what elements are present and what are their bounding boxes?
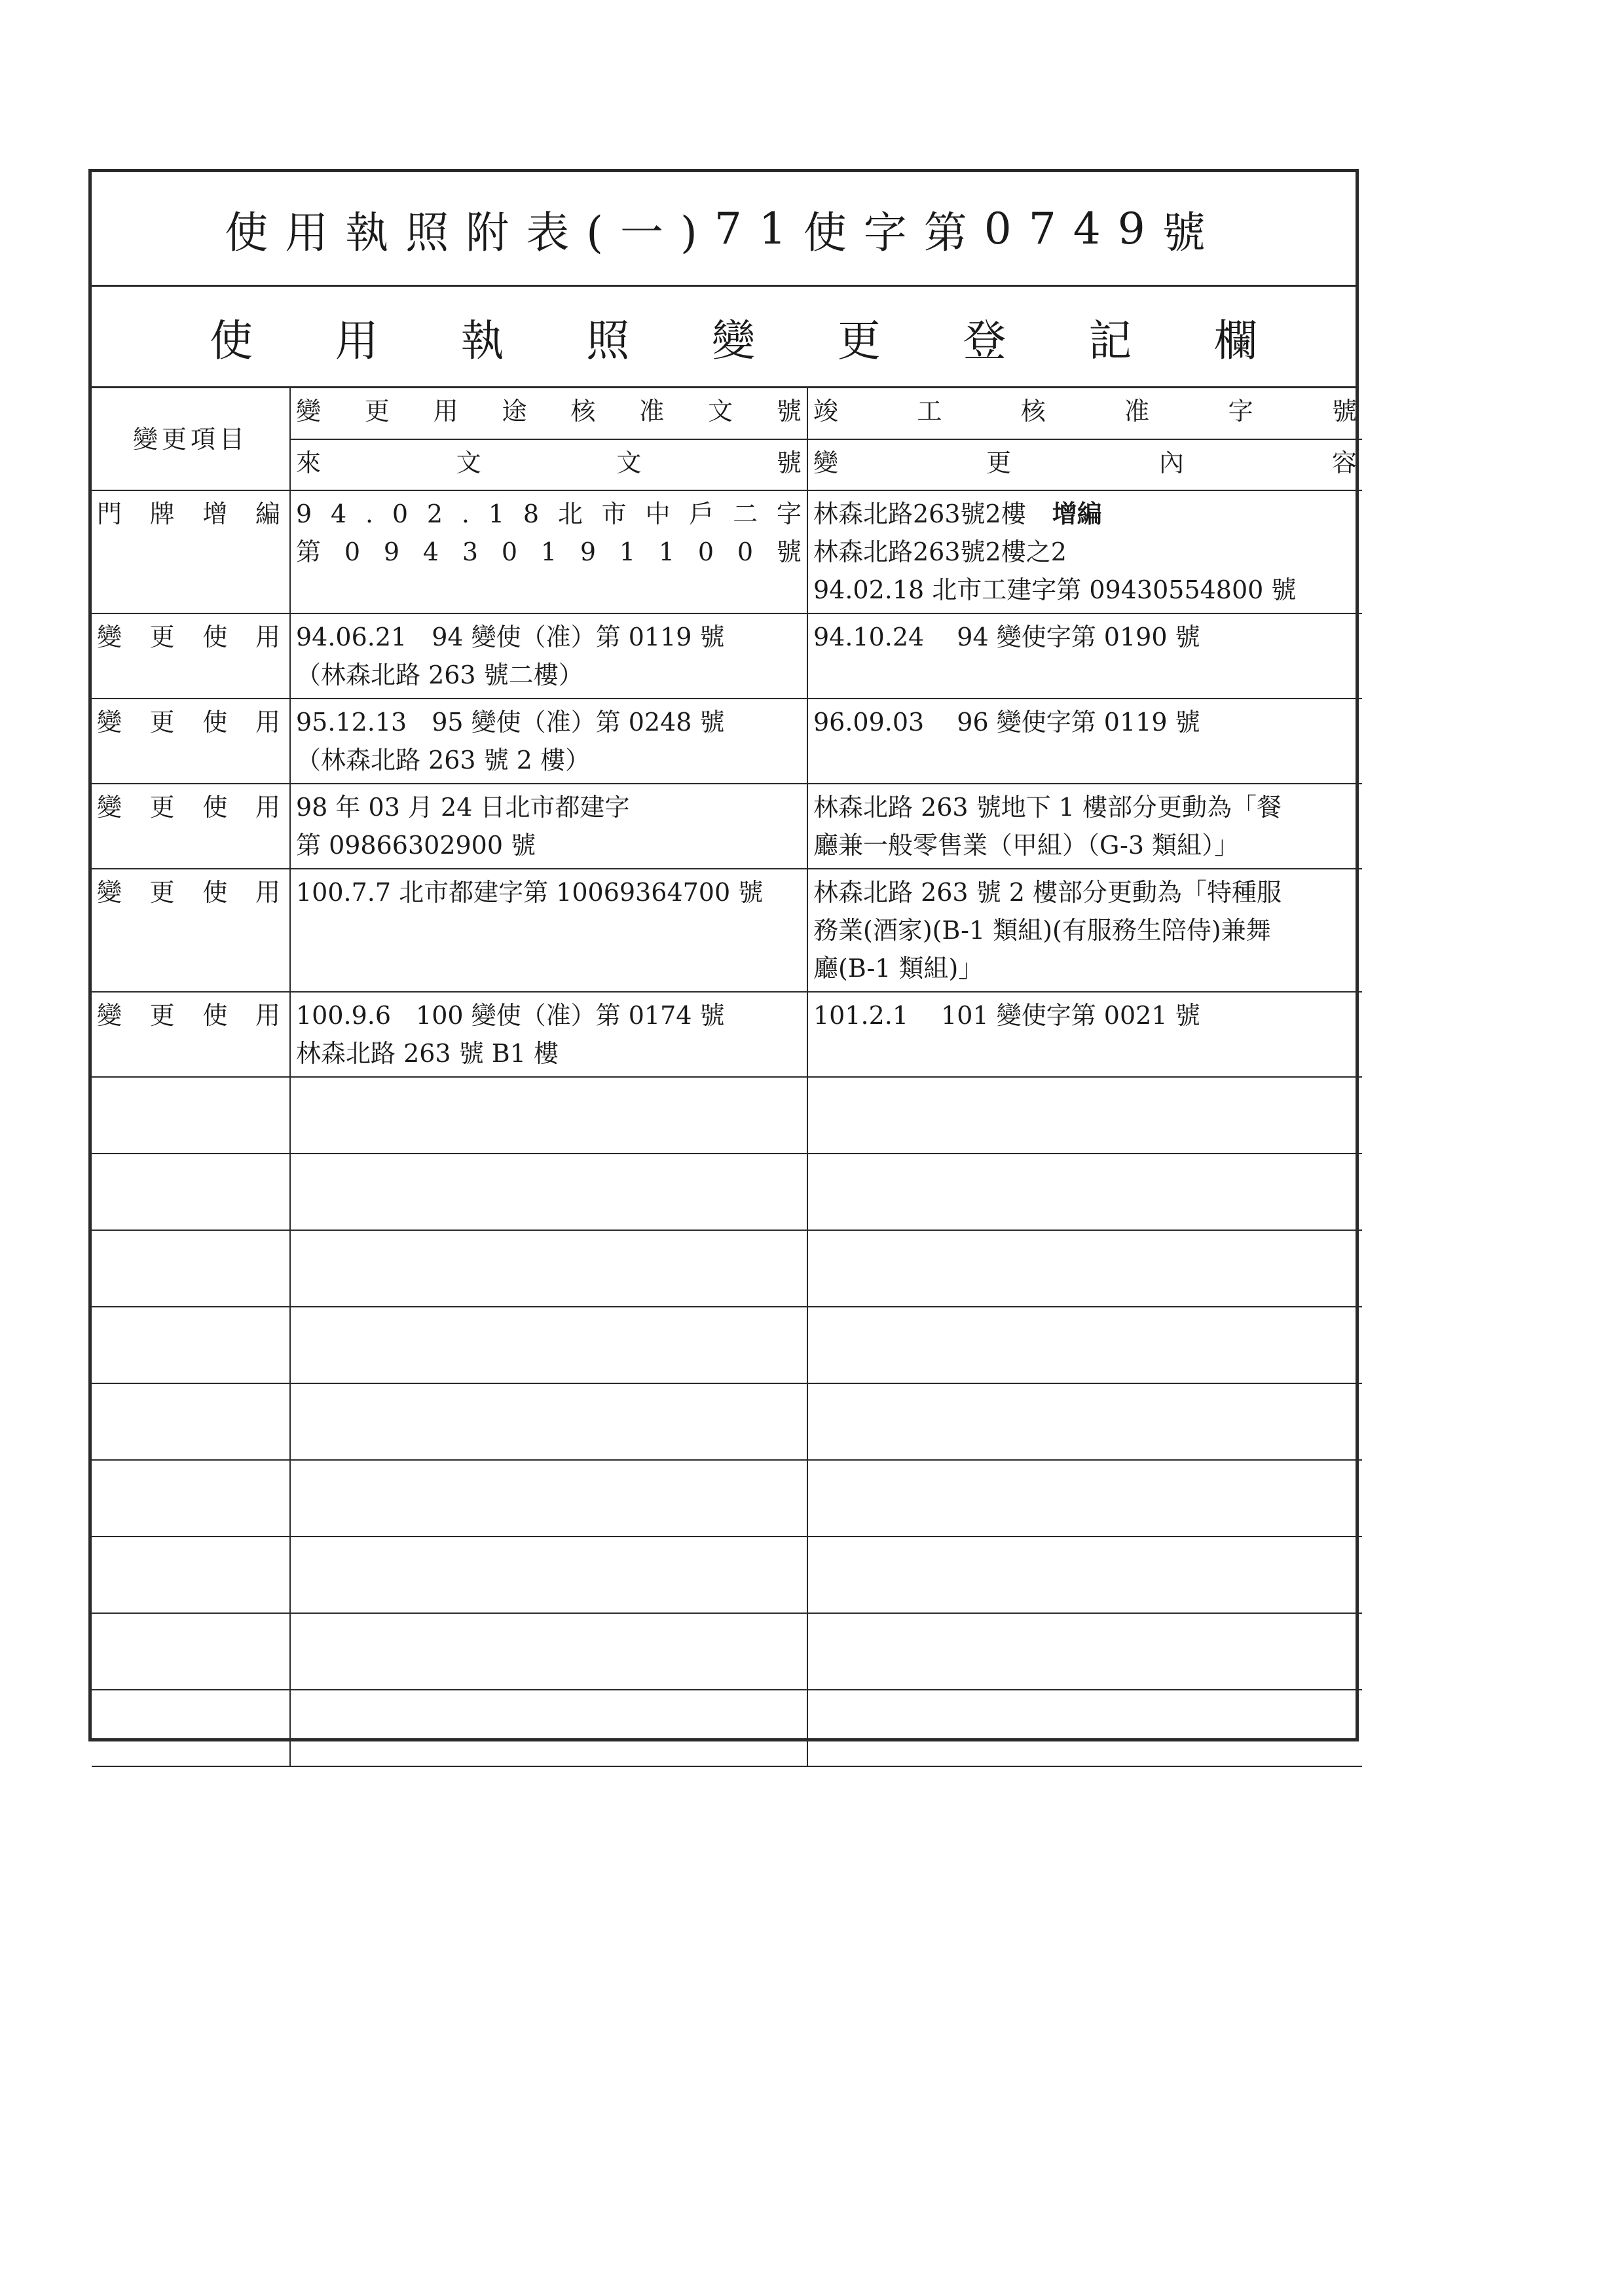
header-char: 號 xyxy=(776,448,802,477)
change-line: 96.09.03 96 變使字第 0119 號 xyxy=(813,708,1200,737)
doc-char: 中 xyxy=(645,500,671,528)
item-char: 牌 xyxy=(149,500,175,528)
title-char: 照 xyxy=(405,207,466,258)
subtitle-char: 用 xyxy=(335,315,378,366)
doc-char: 北 xyxy=(557,500,583,528)
table-row xyxy=(92,490,1362,613)
table-row xyxy=(92,992,1362,1077)
doc-char: 1 xyxy=(488,500,504,528)
empty-cell xyxy=(92,1307,290,1383)
empty-cell xyxy=(807,1383,1362,1460)
change-item-cell xyxy=(92,613,290,699)
doc-char: 8 xyxy=(523,500,539,528)
empty-cell xyxy=(92,1230,290,1307)
empty-cell xyxy=(290,1383,807,1460)
change-item-label xyxy=(97,703,284,741)
doc-line: 95.12.13 95 變使（准）第 0248 號 xyxy=(296,708,725,737)
change-item-label xyxy=(97,495,284,533)
item-char: 更 xyxy=(149,878,175,907)
doc-char: 4 xyxy=(422,538,439,566)
empty-cell xyxy=(290,1613,807,1690)
empty-row xyxy=(92,1537,1362,1613)
header-char: 更 xyxy=(986,448,1011,477)
empty-cell xyxy=(290,1077,807,1154)
change-item-cell xyxy=(92,490,290,613)
header-incoming-doc-no xyxy=(290,439,807,490)
empty-cell xyxy=(290,1537,807,1613)
change-item-cell xyxy=(92,699,290,784)
subtitle-char: 照 xyxy=(586,315,630,366)
title-char: 附 xyxy=(466,207,526,258)
doc-line: 94.06.21 94 變使（准）第 0119 號 xyxy=(296,623,725,651)
subtitle-char: 記 xyxy=(1088,315,1132,366)
item-char: 用 xyxy=(255,878,280,907)
title-char: 0749 xyxy=(984,203,1162,254)
change-content-cell xyxy=(807,992,1362,1077)
doc-char: 9 xyxy=(296,500,312,528)
item-char: 使 xyxy=(202,1001,228,1030)
change-item-cell xyxy=(92,869,290,992)
doc-char: 號 xyxy=(776,538,802,566)
doc-char: 9 xyxy=(580,538,597,566)
doc-char: 市 xyxy=(601,500,627,528)
doc-line: 林森北路 263 號 B1 樓 xyxy=(296,1039,559,1068)
item-char: 變 xyxy=(97,1001,122,1030)
doc-char: 1 xyxy=(658,538,675,566)
header-char: 號 xyxy=(1331,397,1357,426)
empty-cell xyxy=(807,1537,1362,1613)
table-row xyxy=(92,784,1362,869)
change-address: 林森北路263號2樓 xyxy=(813,500,1026,528)
header-change-content xyxy=(807,439,1362,490)
title-char: 71 xyxy=(714,203,803,254)
doc-number-cell xyxy=(290,784,807,869)
header-char: 核 xyxy=(1020,397,1046,426)
doc-line: 98 年 03 月 24 日北市都建字 xyxy=(296,793,630,822)
doc-char: 0 xyxy=(697,538,714,566)
doc-char: . xyxy=(365,500,374,528)
change-line: 廳兼一般零售業（甲組）（G-3 類組）」 xyxy=(813,831,1240,860)
doc-line: （林森北路 263 號 2 樓） xyxy=(296,746,591,774)
header-char: 准 xyxy=(1124,397,1150,426)
subtitle-char: 變 xyxy=(712,315,755,366)
change-register-table xyxy=(92,388,1362,1767)
change-note-bold: 增編 xyxy=(1052,499,1102,528)
doc-char: 字 xyxy=(776,500,802,528)
empty-cell xyxy=(807,1613,1362,1690)
change-content-cell xyxy=(807,699,1362,784)
subtitle-char: 欄 xyxy=(1214,315,1257,366)
empty-row xyxy=(92,1307,1362,1383)
item-char: 使 xyxy=(202,793,228,822)
empty-row xyxy=(92,1230,1362,1307)
empty-cell xyxy=(290,1154,807,1230)
item-char: 變 xyxy=(97,793,122,822)
title-char: 使 xyxy=(225,207,286,258)
doc-char: 3 xyxy=(462,538,479,566)
change-item-label xyxy=(97,996,284,1034)
change-content-cell xyxy=(807,869,1362,992)
empty-cell xyxy=(92,1537,290,1613)
item-char: 變 xyxy=(97,708,122,737)
item-char: 更 xyxy=(149,623,175,651)
doc-line: 100.9.6 100 變使（准）第 0174 號 xyxy=(296,1001,725,1030)
empty-cell xyxy=(807,1230,1362,1307)
form-subtitle xyxy=(92,287,1356,388)
header-item: 變更項目 xyxy=(92,388,290,490)
change-content-cell xyxy=(807,784,1362,869)
header-char: 文 xyxy=(708,397,733,426)
item-char: 用 xyxy=(255,793,280,822)
change-item-cell xyxy=(92,992,290,1077)
empty-cell xyxy=(807,1077,1362,1154)
empty-cell xyxy=(290,1307,807,1383)
change-line: 務業(酒家)(B-1 類組)(有服務生陪侍)兼舞 xyxy=(813,916,1271,945)
title-char: 表 xyxy=(526,207,587,258)
doc-char: 0 xyxy=(392,500,409,528)
header-char: 變 xyxy=(296,397,322,426)
empty-row xyxy=(92,1460,1362,1537)
item-char: 用 xyxy=(255,708,280,737)
doc-char: 二 xyxy=(733,500,758,528)
title-char: 執 xyxy=(345,207,406,258)
doc-char: 1 xyxy=(540,538,557,566)
header-char: 用 xyxy=(433,397,458,426)
change-line: 94.10.24 94 變使字第 0190 號 xyxy=(813,623,1200,651)
empty-row xyxy=(92,1383,1362,1460)
header-completion-no xyxy=(807,388,1362,439)
doc-line xyxy=(296,533,802,571)
change-item-label xyxy=(97,618,284,656)
header-char: 號 xyxy=(776,397,802,426)
item-char: 更 xyxy=(149,1001,175,1030)
table-row xyxy=(92,699,1362,784)
header-char: 工 xyxy=(917,397,942,426)
doc-number-cell xyxy=(290,992,807,1077)
empty-cell xyxy=(92,1460,290,1537)
title-char: (一) xyxy=(586,207,714,258)
header-approval-doc-no xyxy=(290,388,807,439)
doc-char: 1 xyxy=(619,538,636,566)
change-line: 林森北路 263 號地下 1 樓部分更動為「餐 xyxy=(813,793,1282,822)
title-char: 號 xyxy=(1162,207,1223,258)
doc-line: （林森北路 263 號二樓） xyxy=(296,661,583,689)
item-char: 使 xyxy=(202,708,228,737)
item-char: 變 xyxy=(97,878,122,907)
doc-char: 4 xyxy=(331,500,347,528)
header-char: 容 xyxy=(1331,448,1357,477)
header-char: 變 xyxy=(813,448,839,477)
subtitle-char: 更 xyxy=(837,315,881,366)
empty-cell xyxy=(92,1077,290,1154)
doc-char: . xyxy=(461,500,470,528)
empty-cell xyxy=(807,1690,1362,1766)
title-char: 使字第 xyxy=(803,207,984,258)
subtitle-char: 使 xyxy=(210,315,253,366)
empty-cell xyxy=(92,1154,290,1230)
empty-row xyxy=(92,1154,1362,1230)
change-line: 廳(B-1 類組)」 xyxy=(813,954,984,983)
subtitle-char: 登 xyxy=(963,315,1006,366)
header-char: 竣 xyxy=(813,397,839,426)
doc-char: 戶 xyxy=(689,500,714,528)
change-line: 林森北路 263 號 2 樓部分更動為「特種服 xyxy=(813,878,1282,907)
change-line: 101.2.1 101 變使字第 0021 號 xyxy=(813,1001,1200,1030)
item-char: 用 xyxy=(255,1001,280,1030)
header-char: 文 xyxy=(456,448,481,477)
item-char: 更 xyxy=(149,708,175,737)
empty-row xyxy=(92,1613,1362,1690)
header-char: 字 xyxy=(1228,397,1253,426)
doc-char: 第 xyxy=(296,538,322,566)
header-char: 准 xyxy=(639,397,665,426)
empty-row xyxy=(92,1077,1362,1154)
header-char: 文 xyxy=(616,448,642,477)
change-line: 94.02.18 北市工建字第 09430554800 號 xyxy=(813,575,1297,604)
empty-cell xyxy=(92,1383,290,1460)
header-char: 更 xyxy=(364,397,390,426)
table-row xyxy=(92,869,1362,992)
empty-cell xyxy=(290,1230,807,1307)
empty-cell xyxy=(290,1690,807,1766)
empty-cell xyxy=(807,1154,1362,1230)
title-char: 用 xyxy=(285,207,346,258)
header-char: 核 xyxy=(570,397,596,426)
empty-row xyxy=(92,1690,1362,1766)
item-char: 門 xyxy=(97,500,122,528)
change-content-cell xyxy=(807,613,1362,699)
license-form xyxy=(88,169,1359,1741)
doc-char: 0 xyxy=(501,538,518,566)
doc-char: 0 xyxy=(737,538,754,566)
doc-number-cell xyxy=(290,699,807,784)
item-char: 用 xyxy=(255,623,280,651)
change-content-cell xyxy=(807,490,1362,613)
doc-char: 2 xyxy=(426,500,443,528)
form-title xyxy=(92,172,1356,287)
doc-number-cell xyxy=(290,613,807,699)
change-item-cell xyxy=(92,784,290,869)
empty-cell xyxy=(807,1460,1362,1537)
item-char: 增 xyxy=(202,500,228,528)
empty-cell xyxy=(290,1460,807,1537)
change-item-label xyxy=(97,788,284,826)
change-line xyxy=(813,495,1357,533)
doc-number-cell xyxy=(290,490,807,613)
doc-char: 0 xyxy=(344,538,361,566)
item-char: 更 xyxy=(149,793,175,822)
subtitle-char: 執 xyxy=(460,315,504,366)
change-item-label xyxy=(97,873,284,911)
doc-number-cell xyxy=(290,869,807,992)
doc-line xyxy=(296,495,802,533)
table-row xyxy=(92,613,1362,699)
empty-cell xyxy=(807,1307,1362,1383)
header-char: 途 xyxy=(502,397,527,426)
item-char: 使 xyxy=(202,623,228,651)
item-char: 使 xyxy=(202,878,228,907)
header-char: 內 xyxy=(1158,448,1184,477)
empty-cell xyxy=(92,1613,290,1690)
empty-cell xyxy=(92,1690,290,1766)
doc-line: 100.7.7 北市都建字第 10069364700 號 xyxy=(296,878,764,907)
doc-char: 9 xyxy=(383,538,400,566)
doc-line: 第 09866302900 號 xyxy=(296,831,536,860)
item-char: 編 xyxy=(255,500,280,528)
item-char: 變 xyxy=(97,623,122,651)
header-char: 來 xyxy=(296,448,322,477)
change-line: 林森北路263號2樓之2 xyxy=(813,538,1067,566)
header-row-top xyxy=(92,388,1362,439)
